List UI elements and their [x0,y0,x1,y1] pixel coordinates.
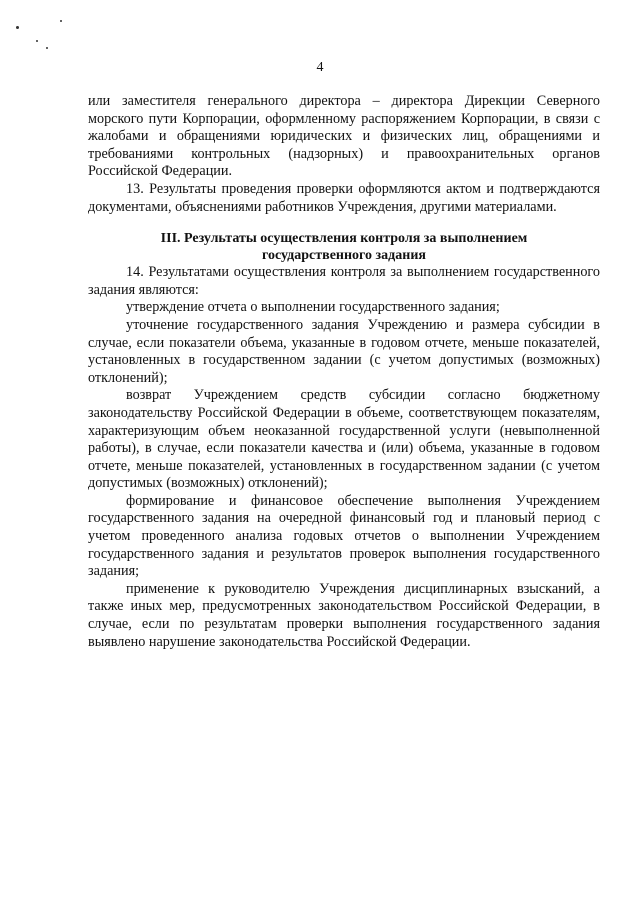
scan-mark [16,26,19,29]
scan-mark [36,40,38,42]
section-heading-line2: государственного задания [262,248,426,264]
paragraph-14-2: уточнение государственного задания Учреждению и размера субсидии в случае, если показатели объема, указанные в годовом отчете, меньше показателей, установленных в государственном задании (с учетом допустимых (возможных) отклонений); [88,316,600,386]
document-body [88,93,600,651]
paragraph-continuation: или заместителя генерального директора – директора Дирекции Северного морского пути Корпорации, оформленному распоряжением Корпорации, в связи с жалобами и обращениями юридических и физических лиц, обращениями и требованиями контрольных (надзорных) и правоохранительных органов Российской Федерации. [88,93,600,180]
paragraph-14-3: возврат Учреждением средств субсидии согласно бюджетному законодательству Российской Федерации в объеме, соответствующем показателям, характеризующим объем неоказанной государственной услуги (невыполненной работы), в случае, если показатели качества и (или) объема, указанные в годовом отчете, меньше показателей, установленных в государственном задании (с учетом допустимых (возможных) отклонений); [88,387,600,492]
paragraph-14-1: утверждение отчета о выполнении государственного задания; [126,299,500,316]
scan-mark [60,20,62,22]
paragraph-13: 13. Результаты проведения проверки оформляются актом и подтверждаются документами, объяснениями работников Учреждения, другими материалами. [88,180,600,215]
paragraph-14-4: формирование и финансовое обеспечение выполнения Учреждением государственного задания на очередной финансовый год и плановый период с учетом проведенного анализа годовых отчетов о выполнении Учреждением государственного задания и результатов проверок выполнения государственного задания; [88,492,600,580]
scan-mark [46,47,48,49]
section-heading-line1: III. Результаты осуществления контроля за выполнением [160,231,528,247]
paragraphs-before [88,93,600,216]
section-heading [88,230,600,264]
page-number: 4 [316,60,324,75]
paragraph-14-5: применение к руководителю Учреждения дисциплинарных взысканий, а также иных мер, предусмотренных законодательством Российской Федерации, в случае, если по результатам проверки выполнения государственного задания выявлено нарушение законодательства Российской Федерации. [88,580,600,650]
paragraph-14: 14. Результатами осуществления контроля за выполнением государственного задания являются: [88,264,600,298]
paragraphs-after [88,264,600,651]
